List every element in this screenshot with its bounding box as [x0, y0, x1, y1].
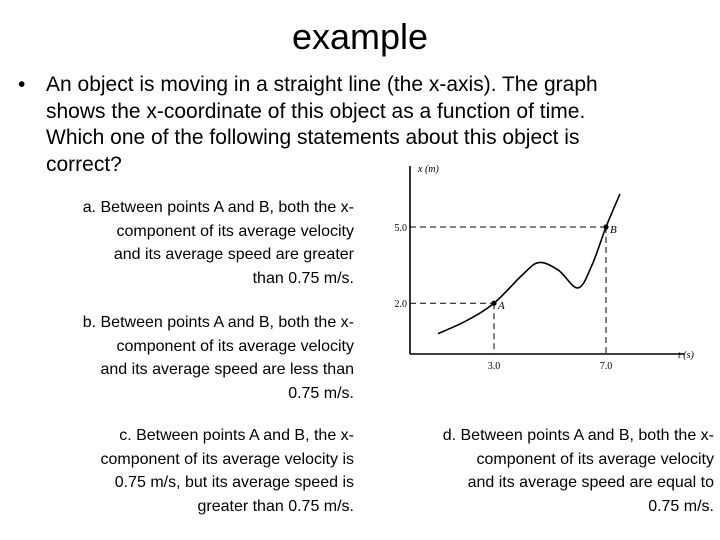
option-line: and its average speed are greater [113, 246, 354, 263]
question-line: An object is moving in a straight line (the x-axis). The graph [46, 73, 598, 96]
x-axis-label: t (s) [678, 350, 694, 361]
option-line: b. Between points A and B, both the x- [82, 314, 354, 331]
option-line: greater than 0.75 m/s. [197, 497, 354, 515]
option-line: 0.75 m/s. [648, 497, 714, 515]
option-d [360, 424, 714, 518]
option-line: 0.75 m/s, but its average speed is [114, 474, 354, 491]
point-b-label: B [610, 224, 617, 236]
option-line: than 0.75 m/s. [252, 269, 354, 287]
position-curve [438, 194, 620, 334]
x-tick-label: 3.0 [487, 361, 501, 372]
point-a-marker [491, 301, 496, 306]
option-line: component of its average velocity [476, 450, 714, 468]
y-tick-label: 2.0 [394, 299, 407, 311]
option-line: a. Between points A and B, both the x- [82, 199, 354, 216]
option-line: and its average speed are less than [100, 361, 354, 378]
option-a [0, 196, 354, 290]
option-line: component of its average velocity is [100, 450, 354, 468]
question-line: shows the x-coordinate of this object as a function of time. [46, 99, 586, 123]
bullet-dot: • [18, 73, 26, 96]
option-line: c. Between points A and B, the x- [119, 427, 354, 444]
option-line: component of its average velocity [116, 222, 354, 240]
option-line: 0.75 m/s. [288, 384, 354, 402]
option-line: d. Between points A and B, both the x- [442, 427, 714, 444]
point-a-label: A [498, 300, 505, 313]
y-axis-label: x (m) [418, 164, 439, 175]
option-b [0, 311, 354, 405]
option-line: and its average speed are equal to [467, 474, 714, 491]
slide-title: example [291, 16, 429, 57]
position-time-graph [388, 158, 710, 378]
question-line: correct? [46, 152, 122, 176]
point-b-marker [603, 224, 608, 229]
option-line: component of its average velocity [116, 337, 354, 355]
x-tick-label: 7.0 [599, 361, 613, 372]
question-line: Which one of the following statements about this object is [46, 126, 580, 149]
option-c [0, 424, 354, 518]
y-tick-label: 5.0 [394, 223, 407, 234]
